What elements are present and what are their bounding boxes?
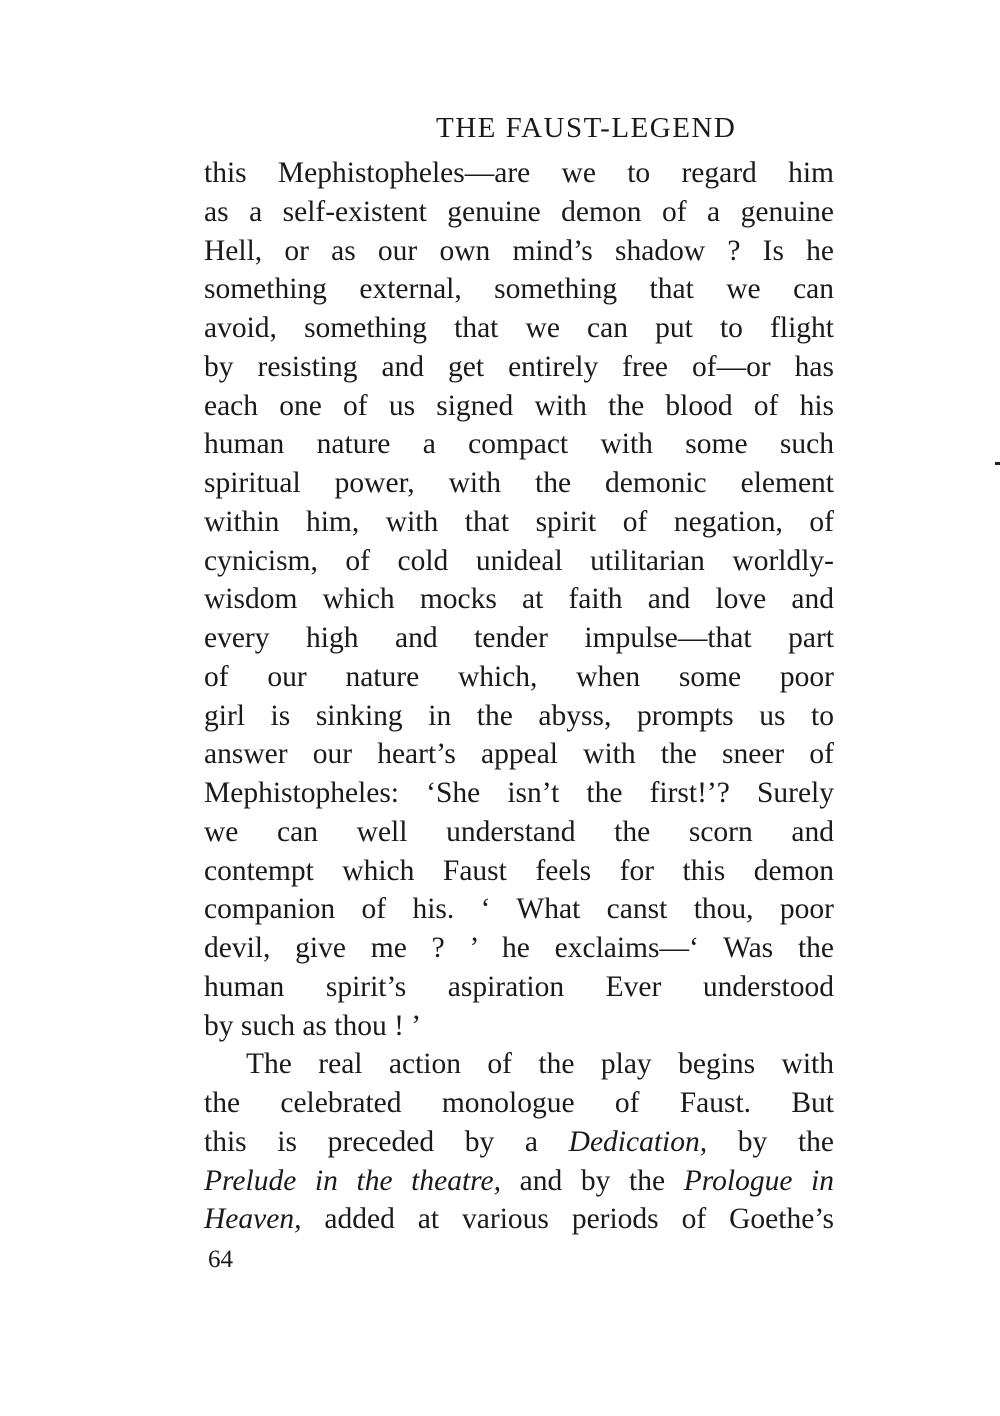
text-run: and by the: [501, 1164, 684, 1197]
text-line: Hell, or as our own mind’s shadow ? Is he: [204, 234, 834, 267]
running-head: THE FAUST-LEGEND: [436, 112, 737, 144]
text-run: by the: [707, 1125, 834, 1158]
text-run: this is preceded by a: [204, 1125, 569, 1158]
italic-title: Dedication,: [568, 1125, 708, 1158]
scan-mark: [995, 462, 1000, 465]
text-line: girl is sinking in the abyss, prompts us to: [204, 699, 834, 732]
text-line: each one of us signed with the blood of his: [204, 389, 834, 422]
text-line: avoid, something that we can put to flight: [204, 312, 834, 344]
italic-title: Prologue in: [683, 1164, 834, 1197]
italic-title: Heaven,: [204, 1203, 302, 1236]
text-line: by resisting and get entirely free of—or has: [204, 350, 834, 383]
body-text: [204, 154, 834, 1239]
text-line: [204, 1200, 834, 1239]
text-line: The real action of the play begins with: [246, 1048, 834, 1081]
text-line: companion of his. ‘ What canst thou, poor: [204, 893, 834, 926]
text-line: this Mephistopheles—are we to regard him: [204, 157, 834, 189]
text-line: devil, give me ? ’ he exclaims—‘ Was the: [204, 932, 834, 964]
text-line: human nature a compact with some such: [204, 428, 834, 461]
text-line: spiritual power, with the demonic element: [204, 467, 834, 499]
text-run: added at various periods of Goethe’s: [301, 1203, 834, 1236]
text-line: human spirit’s aspiration Ever understood: [204, 970, 834, 1003]
text-line: of our nature which, when some poor: [204, 660, 834, 693]
text-line: answer our heart’s appeal with the sneer of: [204, 738, 834, 771]
text-line: as a self-existent genuine demon of a genuine: [204, 195, 834, 228]
text-line: Mephistopheles: ‘She isn’t the first!’? Surely: [204, 777, 834, 809]
text-line: [204, 1123, 834, 1162]
text-line: cynicism, of cold unideal utilitarian worldly-: [204, 544, 834, 577]
text-line: we can well understand the scorn and: [204, 815, 834, 848]
text-line: [204, 1162, 834, 1201]
text-line: every high and tender impulse—that part: [204, 622, 834, 654]
paragraph-1: [204, 154, 834, 1045]
text-line: something external, something that we can: [204, 273, 834, 306]
text-line: the celebrated monologue of Faust. But: [204, 1087, 834, 1119]
paragraph-2: [204, 1045, 834, 1239]
text-line: by such as thou ! ’: [204, 1009, 422, 1042]
text-line: within him, with that spirit of negation, of: [204, 505, 834, 538]
text-line: contempt which Faust feels for this demon: [204, 854, 834, 887]
text-line: wisdom which mocks at faith and love and: [204, 583, 834, 616]
page-number: 64: [208, 1246, 233, 1273]
italic-title: Prelude in the theatre,: [204, 1164, 502, 1197]
